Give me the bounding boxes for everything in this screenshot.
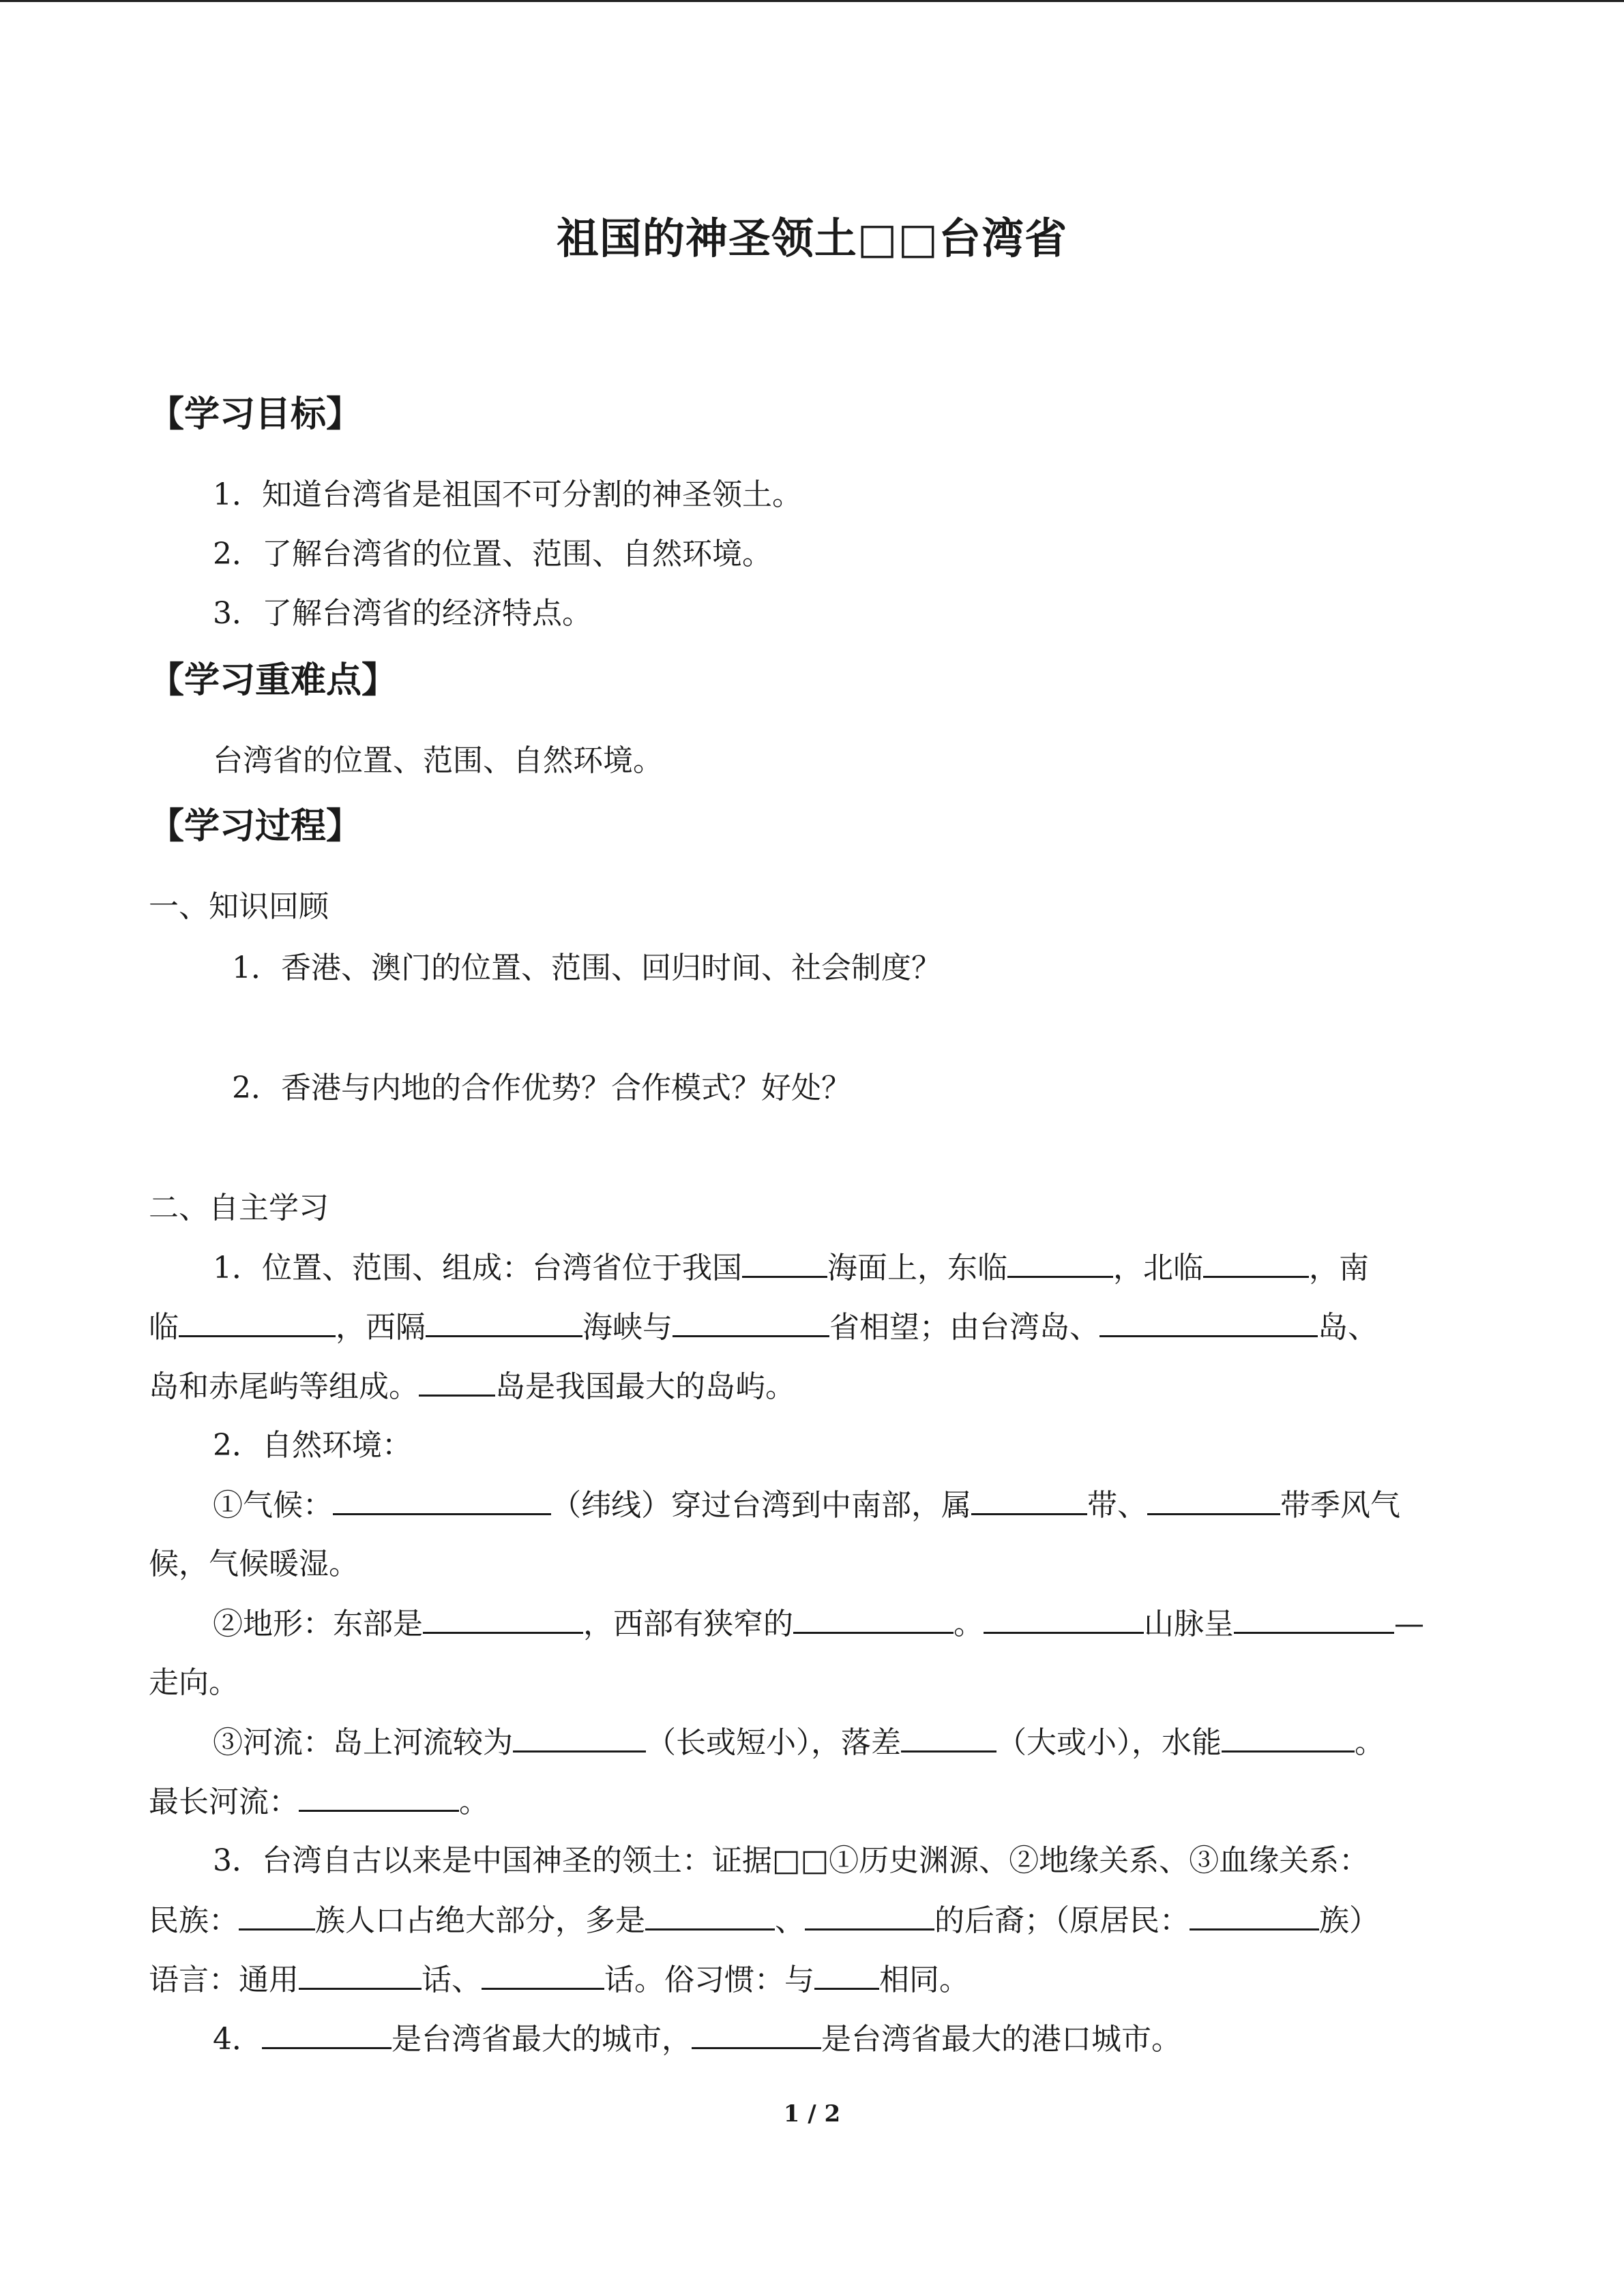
- goal-item-2: 2．了解台湾省的位置、范围、自然环境。: [213, 537, 772, 571]
- rivers-line-1: ③河流：岛上河流较为 （长或短小），落差 （大或小），水能 。: [213, 1715, 1385, 1770]
- review-question-1: 1．香港、澳门的位置、范围、回归时间、社会制度？: [232, 951, 941, 985]
- fill-blank[interactable]: [1007, 1240, 1113, 1278]
- fill-blank[interactable]: [1099, 1300, 1318, 1337]
- fill-blank[interactable]: [262, 2012, 392, 2049]
- fill-blank[interactable]: [419, 1359, 495, 1397]
- fill-blank[interactable]: [482, 1952, 604, 1990]
- fill-blank[interactable]: [299, 1774, 459, 1812]
- fill-blank[interactable]: [239, 1893, 315, 1930]
- page-title: 祖国的神圣领土□□台湾省: [556, 213, 1068, 263]
- evidence-line-2: 民族： 族人口占绝大部分，多是 、 的后裔；（原居民： 族）: [149, 1893, 1379, 1948]
- goal-item-3: 3．了解台湾省的经济特点。: [213, 596, 592, 631]
- evidence-line-3: 语言：通用 话、 话。俗习惯：与 相同。: [149, 1952, 969, 2008]
- position-line-3: 岛和赤尾屿等组成。 岛是我国最大的岛屿。: [149, 1359, 795, 1414]
- evidence-line-1: 3．台湾自古以来是中国神圣的领土：证据□□①历史渊源、②地缘关系、③血缘关系：: [213, 1843, 1370, 1878]
- fill-blank[interactable]: [513, 1715, 646, 1753]
- fill-blank[interactable]: [742, 1240, 827, 1278]
- fill-blank[interactable]: [1190, 1893, 1319, 1930]
- position-line-2: 临 ，西隔 海峡与 省相望；由台湾岛、 岛、: [149, 1300, 1378, 1355]
- fill-blank[interactable]: [805, 1893, 934, 1930]
- fill-blank[interactable]: [793, 1596, 954, 1634]
- climate-line-2: 候，气候暖湿。: [149, 1547, 359, 1581]
- cities-line: 4． 是台湾省最大的城市， 是台湾省最大的港口城市。: [213, 2012, 1181, 2067]
- key-points-heading: 【学习重难点】: [149, 660, 398, 701]
- page-number: 1 / 2: [783, 2100, 841, 2128]
- review-question-2: 2．香港与内地的合作优势？合作模式？好处？: [232, 1071, 851, 1105]
- nature-title: 2．自然环境：: [213, 1428, 412, 1463]
- terrain-line-2: 走向。: [149, 1665, 239, 1700]
- fill-blank[interactable]: [1234, 1596, 1394, 1634]
- fill-blank[interactable]: [299, 1952, 422, 1990]
- fill-blank[interactable]: [426, 1300, 582, 1337]
- climate-line-1: ①气候： （纬线）穿过台湾到中南部，属 带、 带季风气: [213, 1478, 1400, 1533]
- terrain-line-1: ②地形：东部是 ，西部有狭窄的 。 山脉呈 —: [213, 1596, 1424, 1652]
- fill-blank[interactable]: [423, 1596, 583, 1634]
- self-study-title: 二、自主学习: [149, 1191, 329, 1225]
- fill-blank[interactable]: [179, 1300, 336, 1337]
- goals-heading: 【学习目标】: [149, 394, 362, 435]
- goal-item-1: 1．知道台湾省是祖国不可分割的神圣领土。: [213, 477, 802, 512]
- fill-blank[interactable]: [673, 1300, 829, 1337]
- fill-blank[interactable]: [645, 1893, 775, 1930]
- fill-blank[interactable]: [1147, 1478, 1280, 1515]
- top-border: [0, 0, 1624, 2]
- rivers-line-2: 最长河流： 。: [149, 1774, 489, 1830]
- review-title: 一、知识回顾: [149, 889, 329, 924]
- fill-blank[interactable]: [692, 2012, 821, 2049]
- fill-blank[interactable]: [1222, 1715, 1355, 1753]
- position-line-1: 1．位置、范围、组成：台湾省位于我国 海面上，东临 ，北临 ，南: [213, 1240, 1369, 1296]
- fill-blank[interactable]: [901, 1715, 996, 1753]
- key-points-text: 台湾省的位置、范围、自然环境。: [213, 743, 663, 778]
- fill-blank[interactable]: [333, 1478, 551, 1515]
- fill-blank[interactable]: [984, 1596, 1144, 1634]
- process-heading: 【学习过程】: [149, 806, 362, 847]
- fill-blank[interactable]: [1203, 1240, 1309, 1278]
- fill-blank[interactable]: [971, 1478, 1087, 1515]
- fill-blank[interactable]: [814, 1952, 879, 1990]
